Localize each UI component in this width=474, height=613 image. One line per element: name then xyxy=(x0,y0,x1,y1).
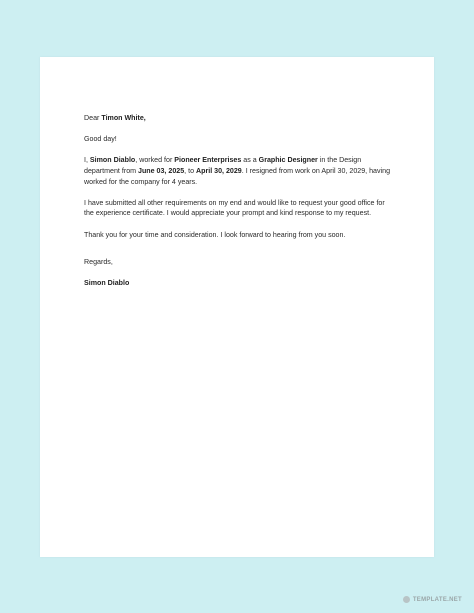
p1-text-5: , to xyxy=(184,166,196,175)
greeting: Good day! xyxy=(84,135,117,144)
salutation xyxy=(84,113,390,124)
p1-text-3: as a xyxy=(241,156,259,165)
signature-name xyxy=(84,278,390,289)
salutation-prefix: Dear xyxy=(84,114,102,122)
job-position: Graphic Designer xyxy=(258,156,318,165)
company-name: Pioneer Enterprises xyxy=(174,156,242,165)
p1-text-4: in the Design department from xyxy=(84,156,362,175)
paragraph-employment xyxy=(84,155,390,187)
p1-text-1: I, xyxy=(84,156,90,165)
paragraph-thanks: Thank you for your time and consideration. I look forward to hearing from you soon. xyxy=(84,230,346,239)
sender-name: Simon Diablo xyxy=(89,156,136,165)
signature-name-text: Simon Diablo xyxy=(84,278,130,287)
p1-text-2: , worked for xyxy=(135,156,175,165)
p1-text-6: . I resigned from work on April 30, 2029, having worked for the company for 4 years. xyxy=(84,166,391,186)
template-logo-icon xyxy=(403,596,410,603)
letter-page xyxy=(40,57,434,557)
paragraph-request: I have submitted all other requirements on my end and would like to request your good office for the experience certificate. I would appreciate your prompt and kind response to my request. xyxy=(84,198,385,218)
end-date: April 30, 2029 xyxy=(196,166,242,175)
recipient-name: Timon White, xyxy=(101,114,146,122)
watermark-text: TEMPLATE.NET xyxy=(412,596,462,603)
start-date: June 03, 2025 xyxy=(138,166,185,175)
watermark xyxy=(403,596,462,603)
letter-body xyxy=(84,113,390,299)
closing: Regards, xyxy=(84,257,113,266)
